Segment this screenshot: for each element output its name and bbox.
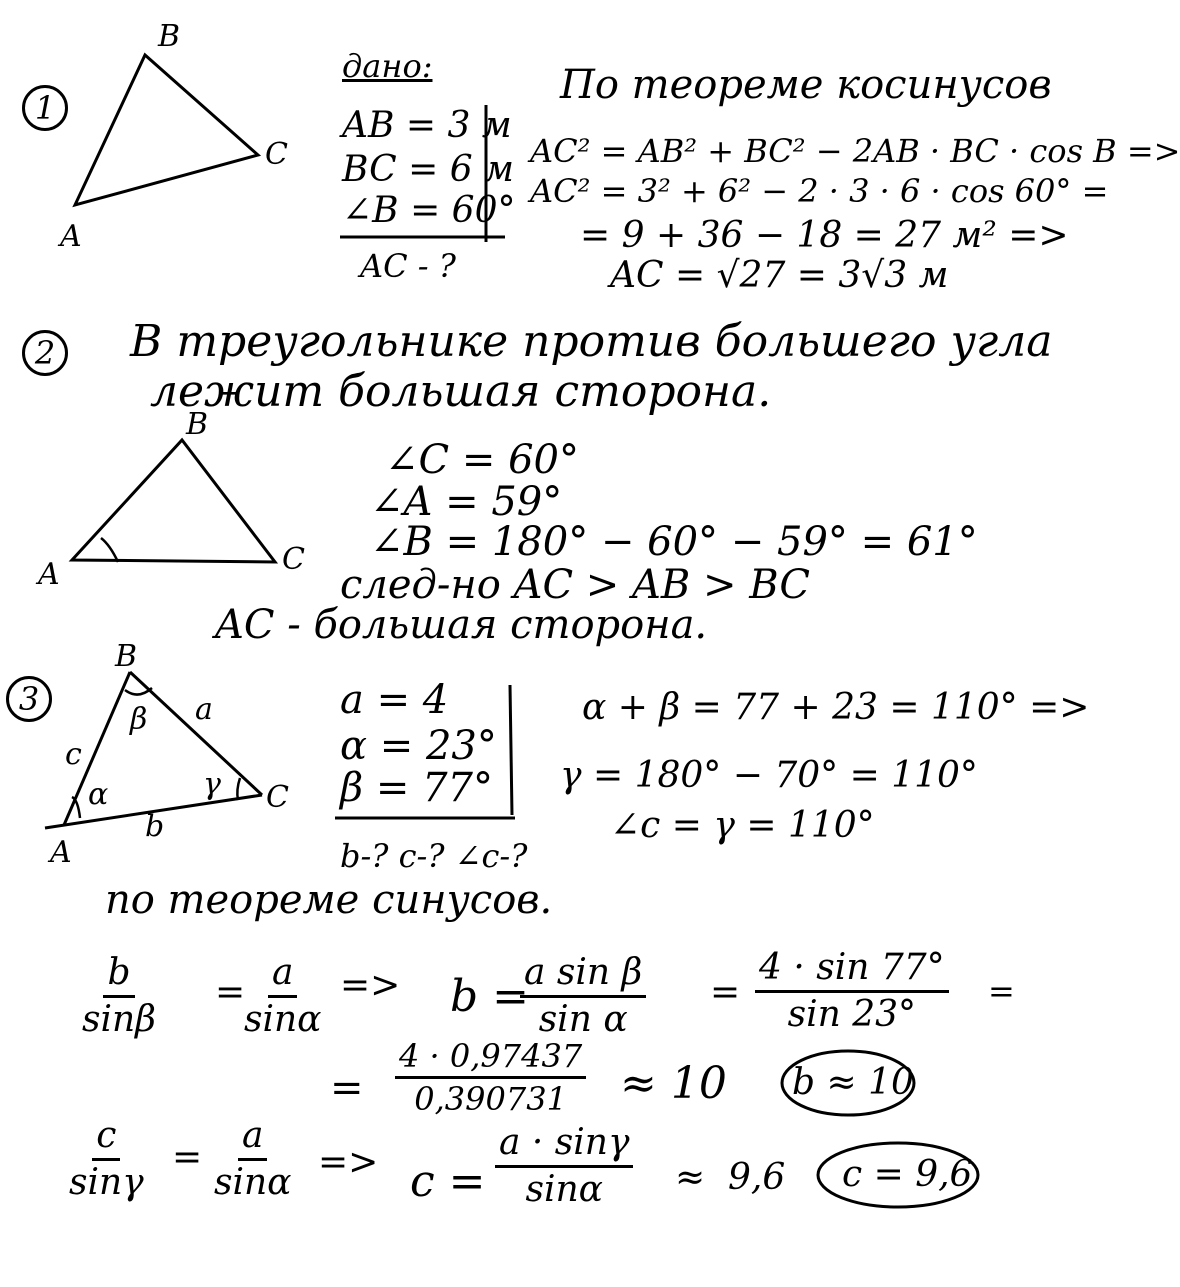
angle-arc-A xyxy=(101,538,118,562)
eq1-fraction-asinbeta xyxy=(520,952,646,1040)
answer-b: b ≈ 10 xyxy=(792,1062,914,1103)
eq2-den: 0,390731 xyxy=(414,1080,567,1118)
eq1-f4-den: sin 23° xyxy=(787,994,917,1035)
eq1-arrow: => xyxy=(340,965,401,1006)
eq1-equals-2: = xyxy=(710,972,741,1013)
angle-line-2: γ = 180° − 70° = 110° xyxy=(560,755,978,796)
given-title-1: дано: xyxy=(342,47,433,85)
given-divider-vertical-3 xyxy=(510,685,512,815)
eq1-f1-num: b xyxy=(103,955,134,998)
find-3: b-? c-? ∠c-? xyxy=(340,837,528,875)
eq2-fraction xyxy=(395,1037,586,1118)
eq3-f3-den: sinα xyxy=(525,1169,603,1210)
eq3-f1-den: sinγ xyxy=(69,1162,144,1203)
problem-3-number: 3 xyxy=(6,676,52,722)
triangle-3-angle-alpha: α xyxy=(88,777,109,812)
eq2-num: 4 · 0,97437 xyxy=(395,1040,586,1079)
triangle-3-vertex-B: B xyxy=(115,639,138,674)
eq1-f3-den: sin α xyxy=(538,999,628,1040)
find-1: AC - ? xyxy=(360,247,456,285)
given-3-line-3: β = 77° xyxy=(340,765,493,811)
angle-arc-gamma xyxy=(237,778,240,800)
problem-2-line-3: ∠B = 180° − 60° − 59° = 61° xyxy=(370,519,978,565)
given-1-line-3: ∠B = 60° xyxy=(342,190,516,231)
given-3-line-1: a = 4 xyxy=(340,677,449,723)
triangle-2 xyxy=(72,440,275,562)
eq3-equals: = xyxy=(172,1137,203,1178)
problem-2-line-4: след-но AC > AB > BC xyxy=(340,562,810,608)
statement-2-line-1: В треугольнике против большего угла xyxy=(130,316,1053,367)
eq3-fraction-a-over-sinalpha xyxy=(210,1115,295,1203)
triangle-1-vertex-B: B xyxy=(158,19,181,54)
eq3-fraction-c-over-singamma xyxy=(65,1115,148,1203)
eq2-equals: = xyxy=(330,1065,364,1111)
triangle-1-vertex-A: A xyxy=(60,219,82,254)
eq1-fraction-b-over-sinbeta xyxy=(78,952,160,1040)
eq3-f2-num: a xyxy=(238,1118,267,1161)
solution-1-line-4: = 9 + 36 − 18 = 27 м² => xyxy=(580,215,1069,256)
solution-1-line-1: По теореме косинусов xyxy=(560,62,1052,108)
angle-line-3: ∠c = γ = 110° xyxy=(610,805,875,846)
eq1-fraction-4sin77 xyxy=(755,947,949,1035)
problem-2-number: 2 xyxy=(22,330,68,376)
triangle-3-side-b-label: b xyxy=(145,809,165,844)
eq1-equals-1: = xyxy=(215,972,246,1013)
sine-rule-title: по теореме синусов. xyxy=(105,877,553,923)
solution-1-line-3: AC² = 3² + 6² − 2 · 3 · 6 · cos 60° = xyxy=(530,172,1109,210)
eq1-f1-den: sinβ xyxy=(82,999,156,1040)
angle-line-1: α + β = 77 + 23 = 110° => xyxy=(582,687,1090,728)
solution-1-line-5: AC = √27 = 3√3 м xyxy=(610,255,949,296)
eq3-f3-num: a · sinγ xyxy=(495,1125,633,1168)
eq1-tail: = xyxy=(988,972,1015,1010)
given-3-line-2: α = 23° xyxy=(340,723,497,769)
triangle-2-vertex-B: B xyxy=(186,407,209,442)
problem-2-line-1: ∠C = 60° xyxy=(385,437,579,483)
eq3-fraction-asingamma xyxy=(495,1122,633,1210)
eq3-approx: ≈ xyxy=(675,1157,706,1198)
eq1-f2-num: a xyxy=(268,955,297,998)
eq1-f3-num: a sin β xyxy=(520,955,646,998)
triangle-3-side-c-label: c xyxy=(65,737,82,772)
triangle-2-vertex-A: A xyxy=(38,557,60,592)
triangle-2-vertex-C: C xyxy=(282,542,305,577)
eq3-arrow: => xyxy=(318,1142,379,1183)
solution-1-line-2: AC² = AB² + BC² − 2AB · BC · cos B => xyxy=(530,132,1180,170)
triangle-3-vertex-C: C xyxy=(266,780,289,815)
answer-c: c = 9,6 xyxy=(842,1154,973,1195)
eq3-value: 9,6 xyxy=(728,1157,786,1198)
triangle-3-angle-beta: β xyxy=(130,702,148,737)
triangle-3-vertex-A: A xyxy=(50,835,72,870)
triangle-1-vertex-C: C xyxy=(265,137,288,172)
eq3-f2-den: sinα xyxy=(214,1162,292,1203)
eq1-lhs: b = xyxy=(450,971,530,1022)
eq1-f2-den: sinα xyxy=(244,999,322,1040)
eq3-f1-num: c xyxy=(92,1118,120,1161)
problem-2-line-2: ∠A = 59° xyxy=(370,479,563,525)
given-1-line-2: BC = 6 м xyxy=(342,149,514,190)
eq1-fraction-a-over-sinalpha xyxy=(240,952,325,1040)
problem-1-number: 1 xyxy=(22,85,68,131)
statement-2-line-2: лежит большая сторона. xyxy=(150,366,772,417)
triangle-3-angle-gamma: γ xyxy=(203,767,221,802)
triangle-3-side-a-label: a xyxy=(195,692,213,727)
eq3-lhs: c = xyxy=(410,1156,486,1207)
eq2-approx: ≈ 10 xyxy=(620,1058,727,1109)
triangle-1 xyxy=(75,55,258,205)
eq1-f4-num: 4 · sin 77° xyxy=(755,950,949,993)
given-1-line-1: AB = 3 м xyxy=(342,105,512,146)
problem-2-line-5: AC - большая сторона. xyxy=(215,602,708,648)
